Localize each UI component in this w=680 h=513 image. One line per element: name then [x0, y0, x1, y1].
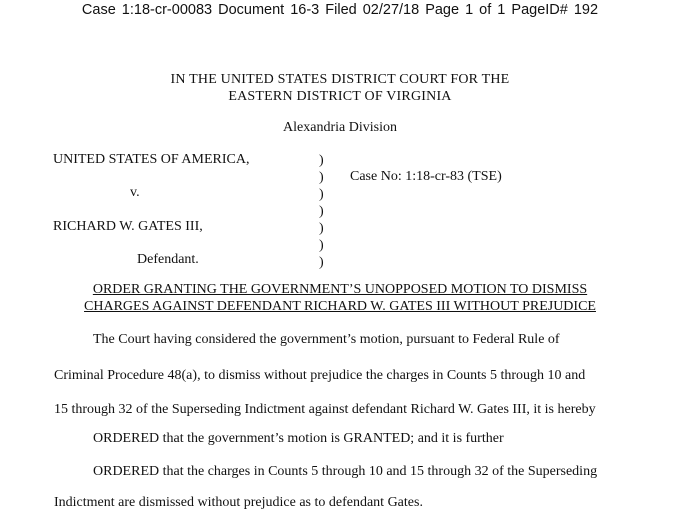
- paren-1: ): [319, 153, 324, 168]
- body-line-3: 15 through 32 of the Superseding Indictment against defendant Richard W. Gates III, it is hereby: [54, 402, 596, 417]
- paren-2: ): [319, 170, 324, 185]
- case-number: Case No: 1:18-cr-83 (TSE): [350, 169, 502, 184]
- defendant-name: RICHARD W. GATES III,: [53, 219, 203, 234]
- body-line-6: Indictment are dismissed without prejudice as to defendant Gates.: [54, 495, 423, 510]
- order-title-line-1: ORDER GRANTING THE GOVERNMENT’S UNOPPOSED MOTION TO DISMISS: [92, 282, 588, 297]
- order-title-line-2: CHARGES AGAINST DEFENDANT RICHARD W. GATES III WITHOUT PREJUDICE: [84, 299, 596, 314]
- court-line-2: EASTERN DISTRICT OF VIRGINIA: [228, 89, 452, 104]
- paren-7: ): [319, 255, 324, 270]
- body-line-1: The Court having considered the government’s motion, pursuant to Federal Rule of: [93, 332, 560, 347]
- paren-3: ): [319, 187, 324, 202]
- paren-5: ): [319, 221, 324, 236]
- court-division: Alexandria Division: [283, 120, 397, 135]
- body-line-2: Criminal Procedure 48(a), to dismiss without prejudice the charges in Counts 5 through 10 and: [54, 368, 586, 383]
- body-line-5: ORDERED that the charges in Counts 5 through 10 and 15 through 32 of the Superseding: [93, 464, 598, 479]
- versus-label: v.: [130, 185, 140, 200]
- court-line-1: IN THE UNITED STATES DISTRICT COURT FOR THE: [170, 72, 510, 87]
- body-line-4: ORDERED that the government’s motion is GRANTED; and it is further: [93, 431, 504, 446]
- defendant-label: Defendant.: [137, 252, 199, 267]
- paren-6: ): [319, 238, 324, 253]
- paren-4: ): [319, 204, 324, 219]
- court-name: [0, 71, 680, 105]
- order-title: [0, 281, 680, 315]
- document-header: Case 1:18-cr-00083 Document 16-3 Filed 02/27/18 Page 1 of 1 PageID# 192: [81, 2, 599, 18]
- plaintiff-name: UNITED STATES OF AMERICA,: [53, 152, 250, 167]
- caption-parentheses: [319, 152, 324, 271]
